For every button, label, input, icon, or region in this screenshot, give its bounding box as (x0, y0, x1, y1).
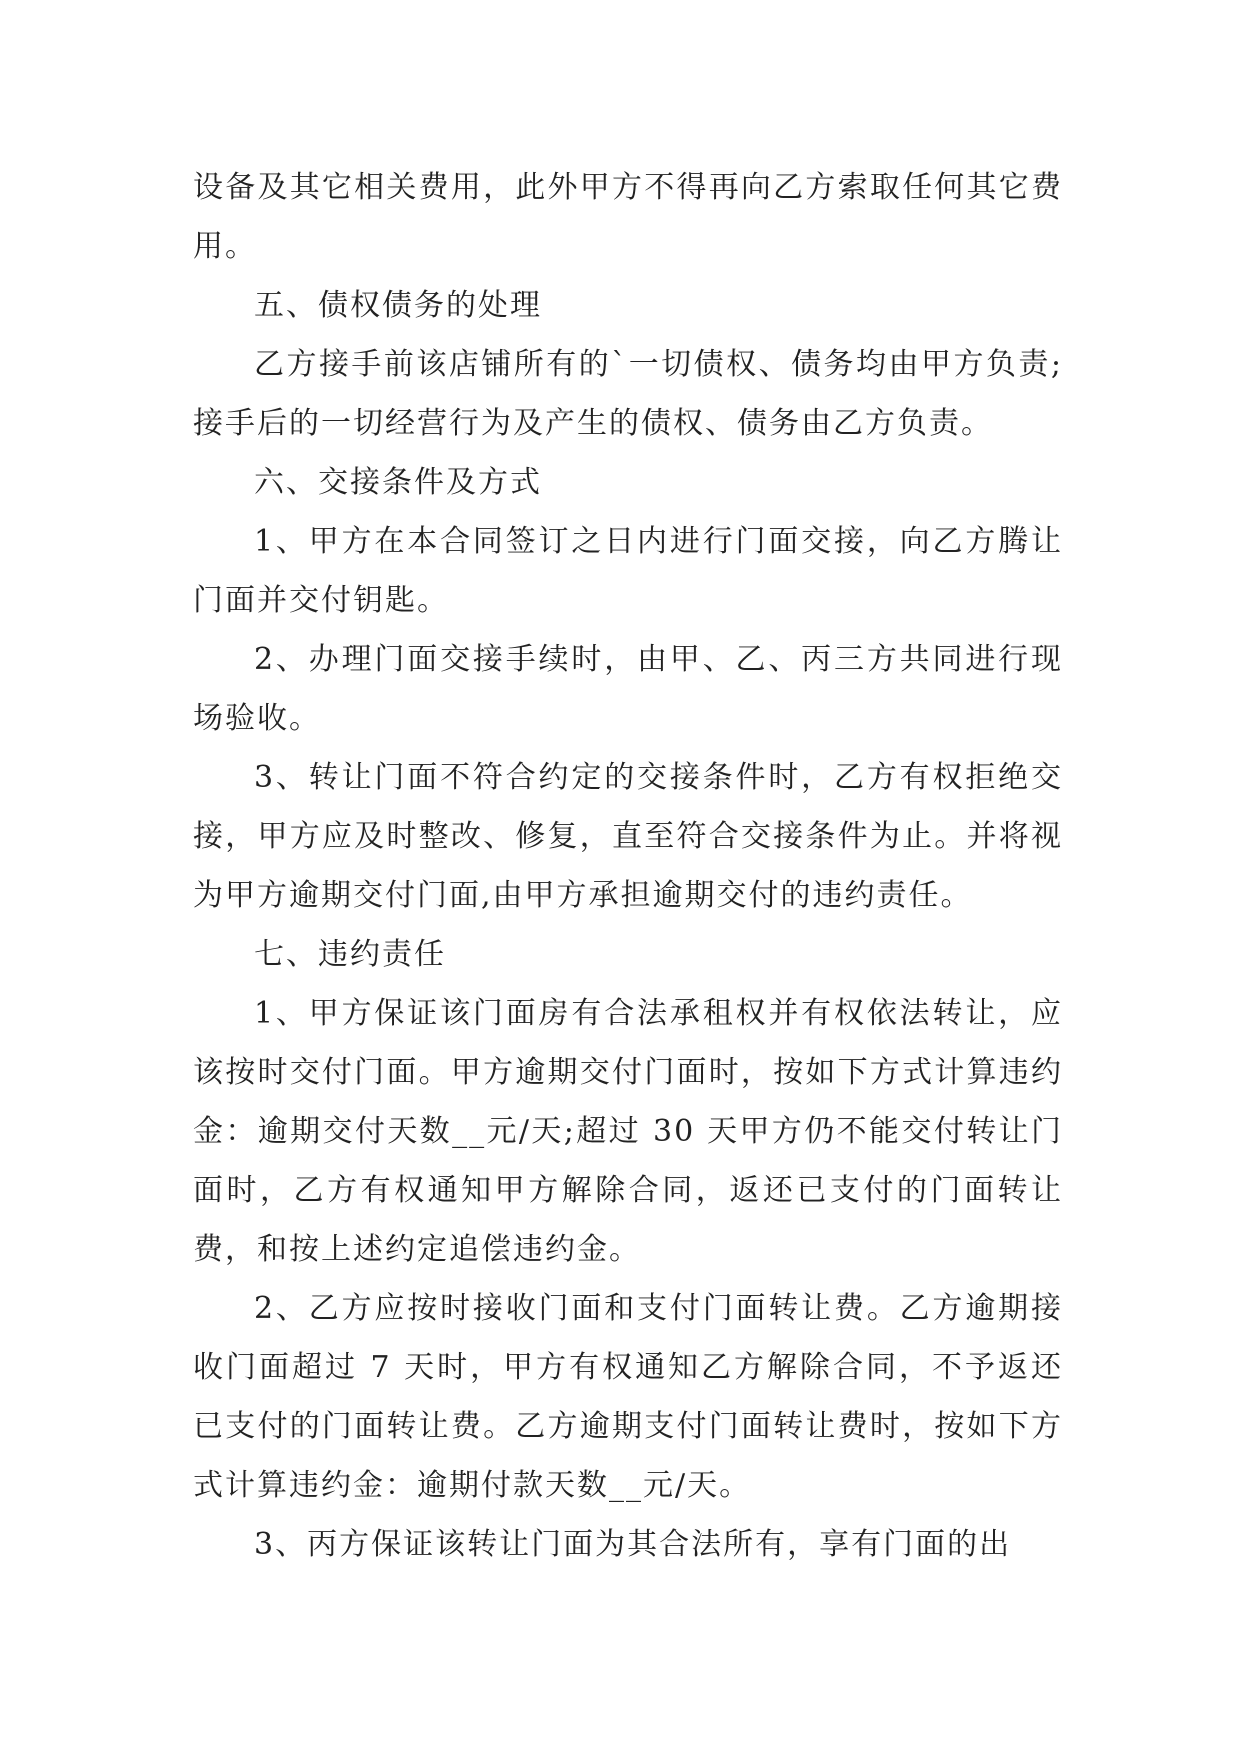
paragraph-liability-1: 1、甲方保证该门面房有合法承租权并有权依法转让，应该按时交付门面。甲方逾期交付门面时，按如下方式计算违约金：逾期交付天数__元/天;超过 30 天甲方仍不能交付转让门面时，乙方有权通知甲方解除合同，返还已支付的门面转让费，和按上述约定追偿违约金。 (193, 996, 1063, 1267)
paragraph-handover-3: 3、转让门面不符合约定的交接条件时，乙方有权拒绝交接，甲方应及时整改、修复，直至符合交接条件为止。并将视为甲方逾期交付门面,由甲方承担逾期交付的违约责任。 (193, 760, 1063, 913)
document-body (193, 158, 1063, 1574)
section-heading-handover: 六、交接条件及方式 (254, 465, 542, 500)
section-heading-liability: 七、违约责任 (254, 937, 446, 972)
paragraph-liability-3: 3、丙方保证该转让门面为其合法所有，享有门面的出 (254, 1527, 1012, 1562)
paragraph-handover-2: 2、办理门面交接手续时，由甲、乙、丙三方共同进行现场验收。 (193, 642, 1063, 736)
paragraph-equipment-fees: 设备及其它相关费用，此外甲方不得再向乙方索取任何其它费用。 (193, 170, 1063, 264)
paragraph-liability-2: 2、乙方应按时接收门面和支付门面转让费。乙方逾期接收门面超过 7 天时，甲方有权通知乙方解除合同，不予返还已支付的门面转让费。乙方逾期支付门面转让费时，按如下方式计算违约金：逾期付款天数__元/天。 (193, 1291, 1063, 1503)
paragraph-handover-1: 1、甲方在本合同签订之日内进行门面交接，向乙方腾让门面并交付钥匙。 (193, 524, 1063, 618)
section-heading-debts: 五、债权债务的处理 (254, 288, 542, 323)
paragraph-debts: 乙方接手前该店铺所有的`一切债权、债务均由甲方负责;接手后的一切经营行为及产生的债权、债务由乙方负责。 (193, 347, 1063, 441)
